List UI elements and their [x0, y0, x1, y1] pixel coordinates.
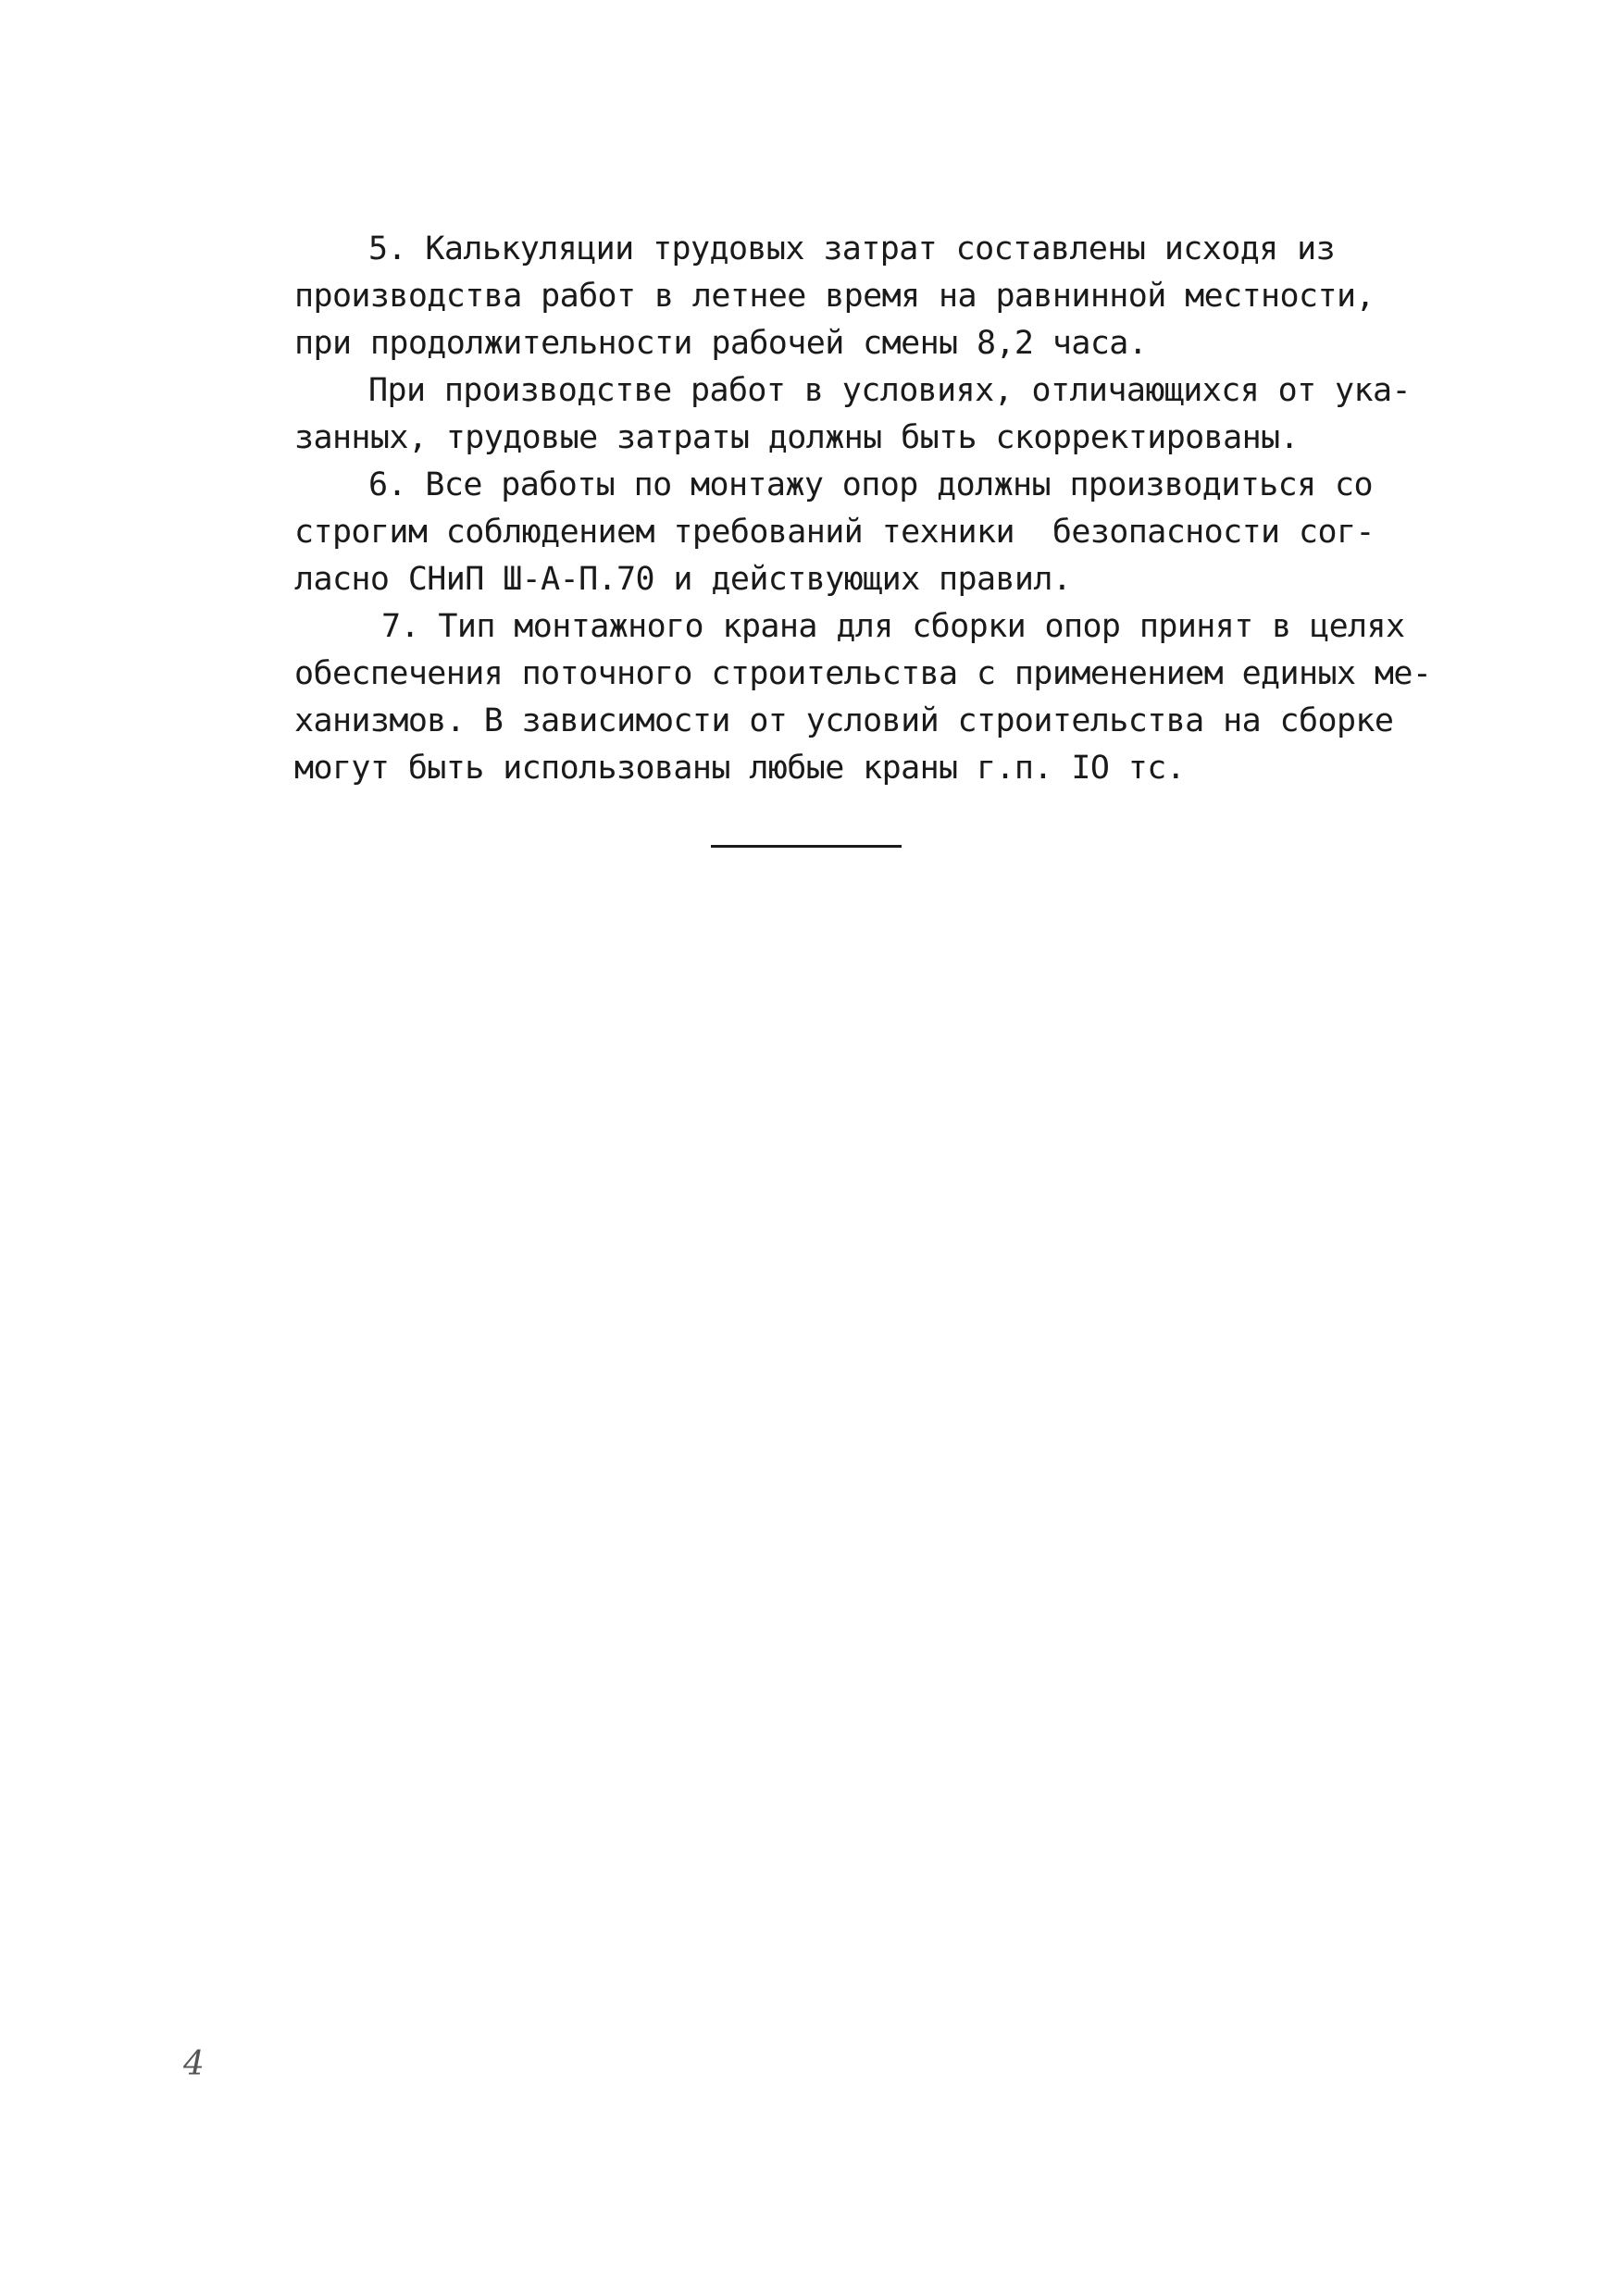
paragraph-5-line-3: при продолжительности рабочей смены 8,2 часа.: [294, 325, 1148, 362]
paragraph-7-line-3: ханизмов. В зависимости от условий строительства на сборке: [294, 702, 1394, 739]
paragraph-7-line-4: могут быть использованы любые краны г.п. IO тс.: [294, 750, 1186, 787]
paragraph-6-line-2: строгим соблюдением требований техники безопасности сог-: [294, 514, 1375, 551]
paragraph-note-line-2: занных, трудовые затраты должны быть скорректированы.: [294, 419, 1300, 456]
paragraph-7-line-2: обеспечения поточного строительства с применением единых ме-: [294, 655, 1432, 692]
paragraph-5-line-1: 5. Калькуляции трудовых затрат составлены исходя из: [368, 230, 1336, 267]
paragraph-7-line-1: 7. Тип монтажного крана для сборки опор принят в целях: [381, 608, 1405, 645]
paragraph-6-line-1: 6. Все работы по монтажу опор должны производиться со: [368, 466, 1374, 503]
section-divider: [711, 845, 902, 848]
paragraph-5-line-2: производства работ в летнее время на равнинной местности,: [294, 278, 1375, 315]
paragraph-6-line-3: ласно СНиП Ш-А-П.70 и действующих правил.: [294, 561, 1072, 598]
document-body: [294, 226, 1451, 792]
page-number: 4: [183, 2045, 205, 2083]
paragraph-note-line-1: При производстве работ в условиях, отличающихся от ука-: [368, 372, 1411, 409]
